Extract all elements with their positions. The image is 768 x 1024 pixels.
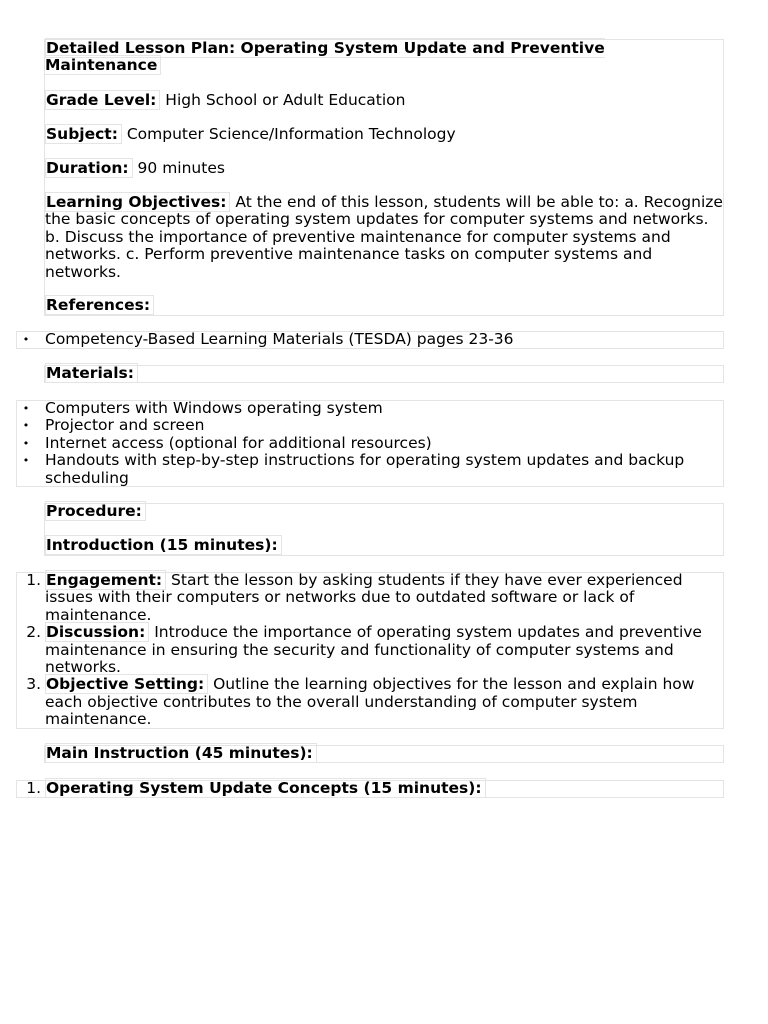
subject-value: Computer Science/Information Technology bbox=[126, 125, 456, 143]
step-label: Operating System Update Concepts (15 minutes): bbox=[45, 778, 486, 798]
procedure-heading: Procedure: bbox=[45, 503, 723, 520]
grade-level bbox=[45, 92, 723, 109]
list-item bbox=[26, 675, 723, 729]
main-instruction-heading: Main Instruction (45 minutes): bbox=[45, 745, 723, 762]
step-number: 2. bbox=[26, 623, 41, 642]
learning-objectives bbox=[45, 194, 723, 281]
grade-level-value: High School or Adult Education bbox=[165, 91, 406, 109]
step-number: 1. bbox=[26, 571, 41, 589]
list-item: • Computers with Windows operating system bbox=[22, 399, 383, 417]
step-text: Introduce the importance of operating system updates and preventive maintenance in ensuring the security and functionality of computer systems and networks. bbox=[45, 623, 702, 677]
references-heading: References: bbox=[45, 297, 723, 314]
materials-list bbox=[22, 399, 723, 487]
list-item bbox=[26, 779, 723, 797]
introduction-heading: Introduction (15 minutes): bbox=[45, 537, 723, 554]
duration-label: Duration: bbox=[45, 158, 133, 178]
bullet-icon: • bbox=[22, 402, 30, 415]
duration-value: 90 minutes bbox=[137, 159, 225, 177]
references-list bbox=[22, 330, 723, 348]
step-label: Discussion: bbox=[45, 622, 149, 642]
list-item: • Handouts with step-by-step instructions for operating system updates and backup scheduling bbox=[22, 451, 685, 487]
list-item bbox=[26, 623, 723, 677]
materials-heading: Materials: bbox=[45, 365, 723, 382]
list-item bbox=[26, 571, 723, 624]
step-text: Start the lesson by asking students if they have ever experienced issues with their computers or networks due to outdated software or lack of maintenance. bbox=[45, 571, 683, 624]
step-label: Engagement: bbox=[45, 570, 166, 590]
duration bbox=[45, 160, 723, 177]
subject-label: Subject: bbox=[45, 124, 122, 144]
introduction-steps bbox=[26, 571, 723, 729]
bullet-icon: • bbox=[22, 419, 30, 433]
step-number: 1. bbox=[26, 779, 41, 797]
subject bbox=[45, 126, 723, 143]
list-item: • Competency-Based Learning Materials (TESDA) pages 23-36 bbox=[22, 330, 514, 348]
learning-objectives-text: At the end of this lesson, students will be able to: a. Recognize the basic concepts of operating system updates for computer systems and networks. b. Discuss the importance of preventive maintenance for computer systems and networks. c. Perform preventive maintenance tasks on computer systems and networks. bbox=[45, 193, 723, 281]
bullet-icon: • bbox=[22, 436, 30, 450]
lesson-title: Detailed Lesson Plan: Operating System Update and Preventive Maintenance bbox=[45, 39, 605, 75]
list-item: • Internet access (optional for additional resources) bbox=[22, 433, 432, 452]
bullet-icon: • bbox=[22, 454, 30, 468]
step-text: Outline the learning objectives for the lesson and explain how each objective contributes to the overall understanding of computer system maintenance. bbox=[45, 675, 695, 729]
bullet-icon: • bbox=[22, 333, 30, 346]
step-number: 3. bbox=[26, 675, 41, 694]
learning-objectives-label: Learning Objectives: bbox=[45, 192, 230, 212]
main-instruction-steps bbox=[26, 779, 723, 797]
grade-level-label: Grade Level: bbox=[45, 90, 160, 110]
list-item: • Projector and screen bbox=[22, 416, 205, 435]
step-label: Objective Setting: bbox=[45, 674, 208, 694]
